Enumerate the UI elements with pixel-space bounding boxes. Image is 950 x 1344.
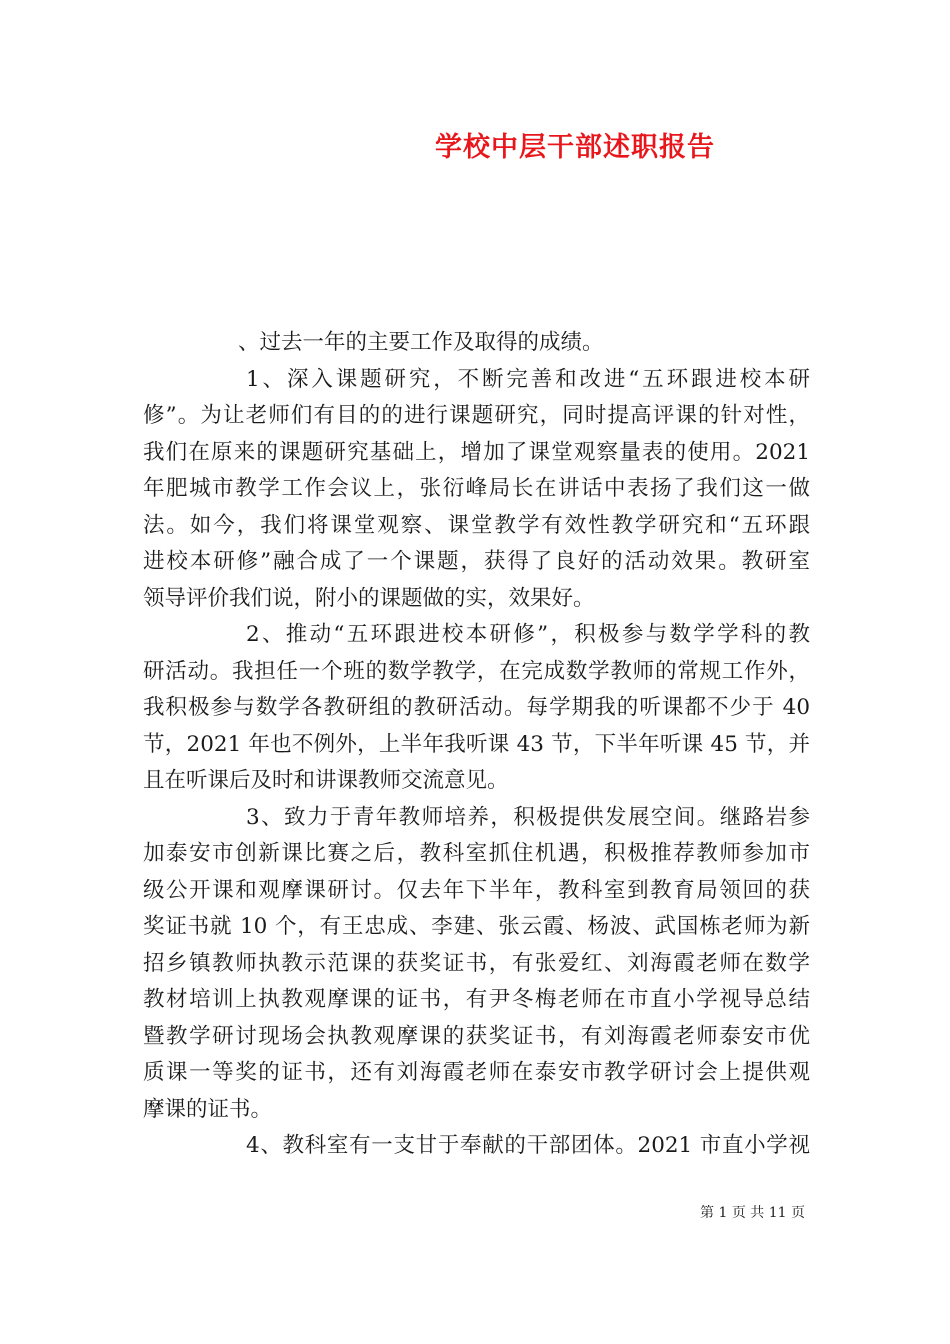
paragraph-2-line-4: 节，2021 年也不例外，上半年我听课 43 节，下半年听课 45 节，并 — [143, 731, 810, 757]
paragraph-3-line-5: 招乡镇教师执教示范课的获奖证书，有张爱红、刘海霞老师在数学 — [143, 950, 810, 976]
paragraph-1-line-1: 1、深入课题研究，不断完善和改进“五环跟进校本研 — [246, 366, 810, 392]
paragraph-1-line-7: 领导评价我们说，附小的课题做的实，效果好。 — [143, 585, 595, 611]
paragraph-3-line-9: 摩课的证书。 — [143, 1096, 273, 1122]
paragraph-4-line-1: 4、教科室有一支甘于奉献的干部团体。2021 市直小学视 — [246, 1133, 810, 1158]
paragraph-1-line-3: 我们在原来的课题研究基础上，增加了课堂观察量表的使用。2021 — [143, 439, 810, 465]
paragraph-3-line-3: 级公开课和观摩课研讨。仅去年下半年，教科室到教育局领回的获 — [143, 877, 810, 903]
paragraph-3-line-1: 3、致力于青年教师培养，积极提供发展空间。继路岩参 — [246, 804, 810, 830]
paragraph-3-line-8: 质课一等奖的证书，还有刘海霞老师在泰安市教学研讨会上提供观 — [143, 1060, 810, 1085]
paragraph-3-line-7: 暨教学研讨现场会执教观摩课的获奖证书，有刘海霞老师泰安市优 — [143, 1023, 810, 1049]
paragraph-1-line-4: 年肥城市教学工作会议上，张衍峰局长在讲话中表扬了我们这一做 — [143, 476, 810, 501]
document-title: 学校中层干部述职报告 — [435, 132, 715, 163]
paragraph-1-line-5: 法。如今，我们将课堂观察、课堂教学有效性教学研究和“五环跟 — [143, 512, 810, 538]
paragraph-1-line-6: 进校本研修”融合成了一个课题，获得了良好的活动效果。教研室 — [143, 549, 810, 574]
document-body — [143, 325, 810, 1165]
paragraph-3-line-2: 加泰安市创新课比赛之后，教科室抓住机遇，积极推荐教师参加市 — [143, 841, 810, 866]
paragraph-2-line-3: 我积极参与数学各教研组的教研活动。每学期我的听课都不少于 40 — [143, 695, 810, 720]
section-heading: 、过去一年的主要工作及取得的成绩。 — [238, 330, 604, 355]
paragraph-3-line-6: 教材培训上执教观摩课的证书，有尹冬梅老师在市直小学视导总结 — [143, 987, 810, 1012]
paragraph-2-line-2: 研活动。我担任一个班的数学教学，在完成数学教师的常规工作外， — [143, 658, 810, 684]
paragraph-2-line-1: 2、推动“五环跟进校本研修”，积极参与数学学科的教 — [246, 622, 810, 647]
paragraph-2-line-5: 且在听课后及时和讲课教师交流意见。 — [143, 768, 509, 793]
paragraph-1-line-2: 修”。为让老师们有目的的进行课题研究，同时提高评课的针对性， — [143, 403, 810, 428]
paragraph-3-line-4: 奖证书就 10 个，有王忠成、李建、张云霞、杨波、武国栋老师为新 — [143, 914, 810, 939]
page-number: 第 1 页 共 11 页 — [700, 1205, 805, 1221]
